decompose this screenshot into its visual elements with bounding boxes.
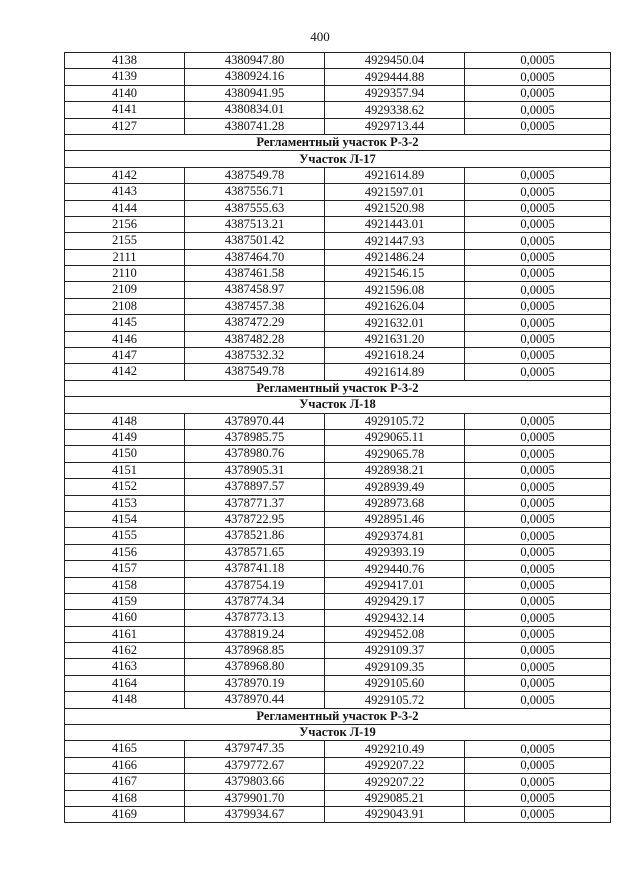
accuracy-cell: 0,0005 [465, 495, 611, 511]
point-number-cell: 4161 [65, 626, 185, 642]
table-row [65, 233, 611, 249]
y-coordinate-cell: 4928951.46 [325, 511, 465, 527]
subsection-heading: Участок Л-19 [65, 725, 611, 741]
table-row [65, 282, 611, 298]
table-row [65, 462, 611, 478]
table-row [65, 102, 611, 118]
y-coordinate-cell: 4928973.68 [325, 495, 465, 511]
table-row [65, 429, 611, 445]
accuracy-cell: 0,0005 [465, 610, 611, 626]
point-number-cell: 4142 [65, 167, 185, 183]
y-coordinate-cell: 4921631.20 [325, 331, 465, 347]
accuracy-cell: 0,0005 [465, 806, 611, 822]
y-coordinate-cell: 4929105.72 [325, 413, 465, 429]
point-number-cell: 4139 [65, 69, 185, 85]
x-coordinate-cell: 4378521.86 [185, 528, 325, 544]
point-number-cell: 4150 [65, 446, 185, 462]
y-coordinate-cell: 4921546.15 [325, 266, 465, 282]
point-number-cell: 2155 [65, 233, 185, 249]
y-coordinate-cell: 4929105.72 [325, 692, 465, 708]
accuracy-cell: 0,0005 [465, 741, 611, 757]
y-coordinate-cell: 4921596.08 [325, 282, 465, 298]
point-number-cell: 4153 [65, 495, 185, 511]
table-row [65, 167, 611, 183]
table-row [65, 216, 611, 232]
x-coordinate-cell: 4379747.35 [185, 741, 325, 757]
x-coordinate-cell: 4378970.19 [185, 675, 325, 691]
y-coordinate-cell: 4921520.98 [325, 200, 465, 216]
x-coordinate-cell: 4378980.76 [185, 446, 325, 462]
table-row [65, 806, 611, 822]
subsection-heading-row [65, 397, 611, 413]
accuracy-cell: 0,0005 [465, 429, 611, 445]
table-row [65, 85, 611, 101]
table-row [65, 495, 611, 511]
point-number-cell: 4148 [65, 413, 185, 429]
table-row [65, 790, 611, 806]
x-coordinate-cell: 4380947.80 [185, 53, 325, 69]
x-coordinate-cell: 4380924.16 [185, 69, 325, 85]
table-row [65, 626, 611, 642]
point-number-cell: 4152 [65, 479, 185, 495]
y-coordinate-cell: 4921632.01 [325, 315, 465, 331]
y-coordinate-cell: 4929105.60 [325, 675, 465, 691]
point-number-cell: 4149 [65, 429, 185, 445]
table-row [65, 249, 611, 265]
x-coordinate-cell: 4387461.58 [185, 266, 325, 282]
accuracy-cell: 0,0005 [465, 69, 611, 85]
x-coordinate-cell: 4378905.31 [185, 462, 325, 478]
point-number-cell: 4144 [65, 200, 185, 216]
y-coordinate-cell: 4929357.94 [325, 85, 465, 101]
accuracy-cell: 0,0005 [465, 233, 611, 249]
x-coordinate-cell: 4378985.75 [185, 429, 325, 445]
x-coordinate-cell: 4378773.13 [185, 610, 325, 626]
x-coordinate-cell: 4378970.44 [185, 692, 325, 708]
point-number-cell: 4159 [65, 593, 185, 609]
point-number-cell: 4158 [65, 577, 185, 593]
x-coordinate-cell: 4378897.57 [185, 479, 325, 495]
y-coordinate-cell: 4929429.17 [325, 593, 465, 609]
accuracy-cell: 0,0005 [465, 364, 611, 380]
accuracy-cell: 0,0005 [465, 757, 611, 773]
point-number-cell: 4157 [65, 561, 185, 577]
table-row [65, 348, 611, 364]
table-row [65, 544, 611, 560]
table-row [65, 561, 611, 577]
point-number-cell: 4169 [65, 806, 185, 822]
y-coordinate-cell: 4929452.08 [325, 626, 465, 642]
accuracy-cell: 0,0005 [465, 331, 611, 347]
point-number-cell: 4143 [65, 184, 185, 200]
accuracy-cell: 0,0005 [465, 692, 611, 708]
page-number: 400 [310, 29, 330, 44]
table-row [65, 53, 611, 69]
x-coordinate-cell: 4380741.28 [185, 118, 325, 134]
accuracy-cell: 0,0005 [465, 462, 611, 478]
x-coordinate-cell: 4387482.28 [185, 331, 325, 347]
y-coordinate-cell: 4929440.76 [325, 561, 465, 577]
table-row [65, 675, 611, 691]
x-coordinate-cell: 4387464.70 [185, 249, 325, 265]
table-row [65, 757, 611, 773]
y-coordinate-cell: 4929713.44 [325, 118, 465, 134]
accuracy-cell: 0,0005 [465, 446, 611, 462]
table-row [65, 364, 611, 380]
x-coordinate-cell: 4378571.65 [185, 544, 325, 560]
x-coordinate-cell: 4380834.01 [185, 102, 325, 118]
point-number-cell: 4156 [65, 544, 185, 560]
y-coordinate-cell: 4929109.35 [325, 659, 465, 675]
y-coordinate-cell: 4928938.21 [325, 462, 465, 478]
table-row [65, 184, 611, 200]
table-row [65, 610, 611, 626]
accuracy-cell: 0,0005 [465, 643, 611, 659]
y-coordinate-cell: 4929393.19 [325, 544, 465, 560]
x-coordinate-cell: 4378970.44 [185, 413, 325, 429]
point-number-cell: 4148 [65, 692, 185, 708]
table-row [65, 511, 611, 527]
accuracy-cell: 0,0005 [465, 561, 611, 577]
accuracy-cell: 0,0005 [465, 85, 611, 101]
table-row [65, 315, 611, 331]
section-heading-row [65, 708, 611, 724]
section-heading-row [65, 134, 611, 150]
accuracy-cell: 0,0005 [465, 511, 611, 527]
section-heading-row [65, 380, 611, 396]
y-coordinate-cell: 4921486.24 [325, 249, 465, 265]
y-coordinate-cell: 4929338.62 [325, 102, 465, 118]
subsection-heading: Участок Л-17 [65, 151, 611, 167]
y-coordinate-cell: 4929207.22 [325, 774, 465, 790]
y-coordinate-cell: 4929085.21 [325, 790, 465, 806]
table-row [65, 741, 611, 757]
table-row [65, 577, 611, 593]
x-coordinate-cell: 4378771.37 [185, 495, 325, 511]
point-number-cell: 4155 [65, 528, 185, 544]
y-coordinate-cell: 4929210.49 [325, 741, 465, 757]
x-coordinate-cell: 4387556.71 [185, 184, 325, 200]
x-coordinate-cell: 4387549.78 [185, 364, 325, 380]
accuracy-cell: 0,0005 [465, 479, 611, 495]
table-row [65, 118, 611, 134]
accuracy-cell: 0,0005 [465, 626, 611, 642]
table-row [65, 643, 611, 659]
y-coordinate-cell: 4921597.01 [325, 184, 465, 200]
x-coordinate-cell: 4387458.97 [185, 282, 325, 298]
point-number-cell: 4165 [65, 741, 185, 757]
x-coordinate-cell: 4387549.78 [185, 167, 325, 183]
point-number-cell: 4151 [65, 462, 185, 478]
point-number-cell: 4166 [65, 757, 185, 773]
accuracy-cell: 0,0005 [465, 413, 611, 429]
point-number-cell: 2110 [65, 266, 185, 282]
x-coordinate-cell: 4379803.66 [185, 774, 325, 790]
x-coordinate-cell: 4378754.19 [185, 577, 325, 593]
table-row [65, 266, 611, 282]
point-number-cell: 4162 [65, 643, 185, 659]
point-number-cell: 4142 [65, 364, 185, 380]
section-heading: Регламентный участок Р-3-2 [65, 708, 611, 724]
accuracy-cell: 0,0005 [465, 216, 611, 232]
subsection-heading-row [65, 725, 611, 741]
table-row [65, 479, 611, 495]
table-row [65, 69, 611, 85]
table-row [65, 331, 611, 347]
point-number-cell: 4141 [65, 102, 185, 118]
point-number-cell: 4163 [65, 659, 185, 675]
table-row [65, 774, 611, 790]
accuracy-cell: 0,0005 [465, 53, 611, 69]
point-number-cell: 4146 [65, 331, 185, 347]
x-coordinate-cell: 4387532.32 [185, 348, 325, 364]
table-row [65, 528, 611, 544]
x-coordinate-cell: 4378774.34 [185, 593, 325, 609]
point-number-cell: 4160 [65, 610, 185, 626]
coordinates-table-body [65, 53, 611, 823]
accuracy-cell: 0,0005 [465, 790, 611, 806]
x-coordinate-cell: 4380941.95 [185, 85, 325, 101]
accuracy-cell: 0,0005 [465, 102, 611, 118]
point-number-cell: 4168 [65, 790, 185, 806]
y-coordinate-cell: 4929207.22 [325, 757, 465, 773]
x-coordinate-cell: 4378968.80 [185, 659, 325, 675]
section-heading: Регламентный участок Р-3-2 [65, 134, 611, 150]
subsection-heading: Участок Л-18 [65, 397, 611, 413]
point-number-cell: 4145 [65, 315, 185, 331]
table-row [65, 298, 611, 314]
accuracy-cell: 0,0005 [465, 184, 611, 200]
y-coordinate-cell: 4921618.24 [325, 348, 465, 364]
point-number-cell: 4140 [65, 85, 185, 101]
table-row [65, 200, 611, 216]
y-coordinate-cell: 4929374.81 [325, 528, 465, 544]
point-number-cell: 4147 [65, 348, 185, 364]
x-coordinate-cell: 4379934.67 [185, 806, 325, 822]
x-coordinate-cell: 4378722.95 [185, 511, 325, 527]
y-coordinate-cell: 4929450.04 [325, 53, 465, 69]
x-coordinate-cell: 4387555.63 [185, 200, 325, 216]
y-coordinate-cell: 4929432.14 [325, 610, 465, 626]
coordinates-table [64, 52, 611, 823]
y-coordinate-cell: 4929065.11 [325, 429, 465, 445]
y-coordinate-cell: 4928939.49 [325, 479, 465, 495]
point-number-cell: 2109 [65, 282, 185, 298]
accuracy-cell: 0,0005 [465, 675, 611, 691]
x-coordinate-cell: 4379772.67 [185, 757, 325, 773]
x-coordinate-cell: 4387472.29 [185, 315, 325, 331]
y-coordinate-cell: 4929444.88 [325, 69, 465, 85]
point-number-cell: 4164 [65, 675, 185, 691]
accuracy-cell: 0,0005 [465, 659, 611, 675]
y-coordinate-cell: 4921447.93 [325, 233, 465, 249]
y-coordinate-cell: 4929109.37 [325, 643, 465, 659]
y-coordinate-cell: 4929065.78 [325, 446, 465, 462]
table-row [65, 413, 611, 429]
point-number-cell: 4127 [65, 118, 185, 134]
y-coordinate-cell: 4921443.01 [325, 216, 465, 232]
accuracy-cell: 0,0005 [465, 315, 611, 331]
accuracy-cell: 0,0005 [465, 593, 611, 609]
point-number-cell: 4167 [65, 774, 185, 790]
x-coordinate-cell: 4387457.38 [185, 298, 325, 314]
accuracy-cell: 0,0005 [465, 118, 611, 134]
accuracy-cell: 0,0005 [465, 544, 611, 560]
table-row [65, 692, 611, 708]
point-number-cell: 4154 [65, 511, 185, 527]
accuracy-cell: 0,0005 [465, 528, 611, 544]
subsection-heading-row [65, 151, 611, 167]
accuracy-cell: 0,0005 [465, 266, 611, 282]
accuracy-cell: 0,0005 [465, 774, 611, 790]
y-coordinate-cell: 4921614.89 [325, 364, 465, 380]
table-row [65, 659, 611, 675]
accuracy-cell: 0,0005 [465, 167, 611, 183]
point-number-cell: 2108 [65, 298, 185, 314]
y-coordinate-cell: 4929043.91 [325, 806, 465, 822]
x-coordinate-cell: 4387513.21 [185, 216, 325, 232]
accuracy-cell: 0,0005 [465, 577, 611, 593]
accuracy-cell: 0,0005 [465, 249, 611, 265]
x-coordinate-cell: 4379901.70 [185, 790, 325, 806]
point-number-cell: 4138 [65, 53, 185, 69]
y-coordinate-cell: 4921626.04 [325, 298, 465, 314]
x-coordinate-cell: 4378968.85 [185, 643, 325, 659]
y-coordinate-cell: 4921614.89 [325, 167, 465, 183]
accuracy-cell: 0,0005 [465, 282, 611, 298]
section-heading: Регламентный участок Р-3-2 [65, 380, 611, 396]
accuracy-cell: 0,0005 [465, 298, 611, 314]
x-coordinate-cell: 4378819.24 [185, 626, 325, 642]
table-row [65, 446, 611, 462]
accuracy-cell: 0,0005 [465, 348, 611, 364]
x-coordinate-cell: 4387501.42 [185, 233, 325, 249]
x-coordinate-cell: 4378741.18 [185, 561, 325, 577]
point-number-cell: 2156 [65, 216, 185, 232]
point-number-cell: 2111 [65, 249, 185, 265]
accuracy-cell: 0,0005 [465, 200, 611, 216]
y-coordinate-cell: 4929417.01 [325, 577, 465, 593]
table-row [65, 593, 611, 609]
